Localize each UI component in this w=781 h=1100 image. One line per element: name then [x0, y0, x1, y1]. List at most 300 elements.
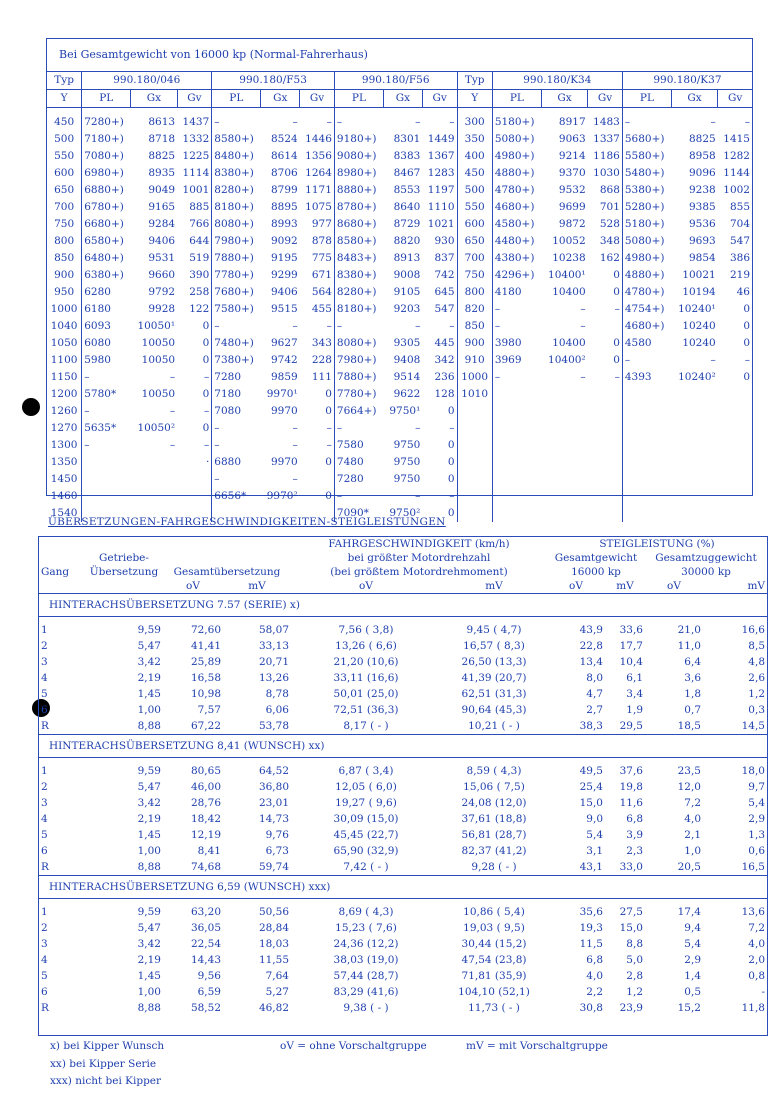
gear-value: 49,5	[579, 765, 603, 777]
weight-table-cell: 0	[325, 405, 332, 417]
weight-table-cell: 1283	[427, 167, 455, 179]
weight-table-row	[47, 437, 752, 454]
weight-table-cell: 9750	[393, 456, 421, 468]
weight-table-cell: 10052	[552, 235, 586, 247]
gear-value: 33,11 (16,6)	[333, 672, 399, 684]
gear-value: 59,74	[258, 861, 289, 873]
weight-table-cell	[541, 454, 587, 471]
footnote-ov: oV = ohne Vorschaltgruppe	[280, 1040, 427, 1052]
weight-table-cell	[671, 386, 717, 403]
weight-table-cell: 9406	[270, 286, 298, 298]
gear-label: 2	[41, 781, 48, 793]
weight-table-cell: 5635*	[82, 420, 131, 437]
weight-table-cell: 1282	[723, 150, 750, 162]
weight-table-cell: –	[614, 303, 620, 315]
gear-value: 72,60	[190, 624, 221, 636]
gear-value: 8,17 ( - )	[343, 720, 389, 732]
sub-header: Gx	[131, 90, 177, 108]
axle-ratio-title: HINTERACHSÜBERSETZUNG 6,59 (WUNSCH) xxx)	[39, 876, 767, 899]
gear-value: 28,84	[258, 922, 289, 934]
weight-table-cell: 1075	[305, 201, 332, 213]
weight-table-cell: –	[212, 471, 261, 488]
weight-table-cell: 10400¹	[548, 269, 586, 281]
gear-value: 19,8	[619, 781, 643, 793]
gear-value: 1,4	[684, 970, 701, 982]
gear-row	[39, 795, 767, 811]
gear-value: 50,56	[258, 906, 289, 918]
gear-value: 9,59	[137, 765, 161, 777]
weight-table-cell: 7980+)	[212, 233, 261, 250]
weight-table-cell: 1021	[427, 218, 455, 230]
mv-header: mV	[616, 580, 634, 592]
gear-value: 20,71	[258, 656, 289, 668]
gear-value: 13,4	[579, 656, 603, 668]
gear-label: 2	[41, 922, 48, 934]
weight-table-cell	[457, 505, 492, 522]
weight-table-row	[47, 454, 752, 471]
gear-value: 11,55	[258, 954, 289, 966]
speed-header: FAHRGESCHWINDIGKEIT (km/h)	[328, 538, 510, 550]
gear-value: 13,26 ( 6,6)	[335, 640, 397, 652]
weight-table-cell: 5580+)	[622, 148, 671, 165]
y-label: Y	[47, 90, 82, 108]
weight-table-cell: –	[580, 320, 586, 332]
gear-row	[39, 670, 767, 686]
gear-value: 50,01 (25,0)	[333, 688, 399, 700]
gear-value: 6,8	[626, 813, 643, 825]
weight-table-row	[47, 199, 752, 216]
weight-table-cell: 8080+)	[334, 335, 383, 352]
gear-value: 90,64 (45,3)	[461, 704, 527, 716]
gear-value: 4,0	[586, 970, 603, 982]
weight-table-cell: 9536	[688, 218, 716, 230]
gear-value: 82,37 (41,2)	[461, 845, 527, 857]
gear-value: 45,45 (22,7)	[333, 829, 399, 841]
gear-value: 0,7	[684, 704, 701, 716]
gear-label: 5	[41, 970, 48, 982]
section-title: ÜBERSETZUNGEN-FAHRGESCHWINDIGKEITEN-STEIGLEISTUNGEN	[48, 516, 446, 528]
gear-value: 16,6	[741, 624, 765, 636]
gear-row	[39, 920, 767, 936]
gear-value: 64,52	[258, 765, 289, 777]
weight-table-cell: 9660	[148, 269, 176, 281]
weight-table-cell: 8820	[393, 235, 421, 247]
gear-row	[39, 904, 767, 920]
gear-value: 10,98	[190, 688, 221, 700]
gear-value: 24,36 (12,2)	[333, 938, 399, 950]
weight-table-cell: 8553	[393, 184, 421, 196]
gear-label: 1	[41, 624, 48, 636]
weight-table-cell: 6880	[212, 454, 261, 471]
weight-table-cell: 800	[457, 284, 492, 301]
gear-row	[39, 686, 767, 702]
weight-table-cell: 850	[457, 318, 492, 335]
weight-table-cell: 4180	[492, 284, 541, 301]
gear-value: 16,57 ( 8,3)	[463, 640, 525, 652]
gear-value: 1,8	[684, 688, 701, 700]
weight-table-cell: 6080	[82, 335, 131, 352]
weight-table-cell	[671, 403, 717, 420]
weight-table-cell: 701	[599, 201, 620, 213]
gear-value: 5,47	[137, 640, 161, 652]
weight-table-cell: 9092	[270, 235, 298, 247]
mv-header: mV	[248, 580, 266, 592]
weight-table-cell	[718, 505, 752, 522]
gear-value: 17,7	[619, 640, 643, 652]
weight-table-cell: 9049	[148, 184, 176, 196]
weight-table-cell: –	[326, 422, 332, 434]
weight-table-row	[47, 471, 752, 488]
weight-table-cell	[718, 471, 752, 488]
gear-label: 5	[41, 829, 48, 841]
gear-label: 3	[41, 938, 48, 950]
weight-table-cell: 10240	[682, 320, 716, 332]
weight-table-cell: 775	[311, 252, 332, 264]
gear-value: 2,3	[626, 845, 643, 857]
gear-value: 72,51 (36,3)	[333, 704, 399, 716]
sub-header: Gv	[300, 90, 335, 108]
gear-value: 25,89	[190, 656, 221, 668]
gear-table	[38, 536, 768, 1036]
weight-table-cell: 5080+)	[622, 233, 671, 250]
mv-header: mV	[747, 580, 765, 592]
weight-table-cell: 450	[457, 165, 492, 182]
gear-row	[39, 779, 767, 795]
weight-table-cell: 450	[54, 116, 75, 128]
weight-table-cell: 9750	[393, 439, 421, 451]
weight-table-cell: 6280	[82, 284, 131, 301]
gear-value: 23,9	[619, 1002, 643, 1014]
gear-value: 11,0	[677, 640, 701, 652]
gear-value: 1,0	[684, 845, 701, 857]
sub-header: PL	[622, 90, 671, 108]
weight-table-cell: 8301	[393, 133, 421, 145]
gear-value: 2,0	[748, 954, 765, 966]
weight-table-cell: 1350	[50, 456, 78, 468]
gear-value: 5,4	[748, 797, 765, 809]
weight-table-cell: 820	[457, 301, 492, 318]
weight-table-cell: 850	[54, 252, 75, 264]
ov-header: oV	[569, 580, 583, 592]
weight-table-cell: 766	[189, 218, 210, 230]
weight-table-cell: 9531	[148, 252, 176, 264]
weight-table-cell	[541, 471, 587, 488]
weight-table-cell	[588, 488, 623, 505]
weight-table-cell: –	[492, 318, 541, 335]
gear-value: 28,76	[190, 797, 221, 809]
weight-table-cell: 4380+)	[492, 250, 541, 267]
weight-table-cell	[588, 505, 623, 522]
weight-table-cell	[622, 386, 671, 403]
weight-table-cell	[588, 420, 623, 437]
weight-table-row	[47, 420, 752, 437]
weight-table-cell: 348	[599, 235, 620, 247]
weight-table-cell: –	[292, 320, 298, 332]
weight-table-cell: 7280	[334, 471, 383, 488]
gearbox-header: Übersetzung	[89, 566, 159, 578]
gear-value: 3,42	[137, 938, 161, 950]
weight-table-cell: –	[169, 439, 176, 451]
weight-table-cell: 9063	[558, 133, 586, 145]
weight-table-cell: 400	[457, 148, 492, 165]
gear-value: 7,57	[197, 704, 221, 716]
gear-value: 25,4	[579, 781, 603, 793]
weight-table-cell: –	[449, 320, 455, 332]
gear-value: 5,47	[137, 781, 161, 793]
gear-value: 5,47	[137, 922, 161, 934]
gear-value: 5,27	[265, 986, 289, 998]
sub-header: PL	[334, 90, 383, 108]
gear-value: 56,81 (28,7)	[461, 829, 527, 841]
weight-table-cell: 9406	[148, 235, 176, 247]
weight-table-cell	[718, 386, 752, 403]
weight-table-cell: 9792	[148, 286, 176, 298]
gear-value: 8,88	[137, 1002, 161, 1014]
weight-table-cell: 7090*	[334, 505, 383, 522]
weight-table-cell: 7780+)	[212, 267, 261, 284]
gearbox-header: Getriebe-	[99, 552, 149, 564]
weight-table-cell: 1225	[182, 150, 210, 162]
weight-table-cell: 8580+)	[334, 233, 383, 250]
weight-table-cell: 1040	[50, 320, 78, 332]
ov-header: oV	[359, 580, 373, 592]
weight-table-cell: –	[580, 303, 586, 315]
weight-table-cell: 7680+)	[212, 284, 261, 301]
gear-value: 22,8	[579, 640, 603, 652]
gear-value: 2,7	[586, 704, 603, 716]
weight-table-cell: 7280+)	[82, 114, 131, 131]
weight-table-cell: 0	[743, 371, 750, 383]
gear-value: 71,81 (35,9)	[461, 970, 527, 982]
weight-table-cell: 9305	[393, 337, 421, 349]
gear-value: 0,6	[748, 845, 765, 857]
sub-header: Gx	[671, 90, 717, 108]
weight-table-cell: 0	[202, 388, 210, 400]
weight-table-cell	[718, 488, 752, 505]
gear-value: 30,44 (15,2)	[461, 938, 527, 950]
gear-value: 6,59	[197, 986, 221, 998]
gear-value: 6,4	[684, 656, 701, 668]
weight-table-cell: 9742	[270, 354, 298, 366]
weight-table-cell: 4480+)	[492, 233, 541, 250]
weight-table-cell	[671, 471, 717, 488]
weight-table-cell: –	[415, 422, 421, 434]
gear-value: 6,8	[586, 954, 603, 966]
weight-table-cell: 0	[447, 507, 455, 519]
weight-table-cell	[622, 488, 671, 505]
weight-table-cell: 500	[457, 182, 492, 199]
climb-weight-value: 16000 kp	[571, 566, 621, 578]
weight-table-cell: 742	[434, 269, 455, 281]
gear-value: 0,8	[748, 970, 765, 982]
gear-value: 12,19	[190, 829, 221, 841]
weight-table-cell: 9299	[270, 269, 298, 281]
gear-value: 15,2	[677, 1002, 701, 1014]
weight-table-cell: 8380+)	[212, 165, 261, 182]
weight-table-cell: 9622	[393, 388, 421, 400]
weight-table-cell: 1483	[593, 116, 620, 128]
gear-value: 15,0	[579, 797, 603, 809]
weight-table-cell: 0	[202, 354, 210, 366]
weight-table-cell: –	[492, 369, 541, 386]
gear-label: R	[41, 1002, 49, 1014]
gear-value: 23,5	[677, 765, 701, 777]
weight-table-cell	[457, 403, 492, 420]
weight-table-cell	[82, 471, 131, 488]
weight-table-cell	[492, 471, 541, 488]
weight-table-cell: 0	[613, 269, 620, 281]
weight-table-cell: 10240²	[678, 371, 716, 383]
group-header: 990.180/F56	[334, 72, 457, 90]
gear-value: 20,5	[677, 861, 701, 873]
gear-label: R	[41, 720, 49, 732]
gear-value: 7,2	[684, 797, 701, 809]
weight-table-cell: 8640	[393, 201, 421, 213]
gear-value: 38,03 (19,0)	[333, 954, 399, 966]
gear-value: 23,01	[258, 797, 289, 809]
weight-table-cell: 4393	[622, 369, 671, 386]
weight-table-cell: 1332	[182, 133, 210, 145]
weight-table-cell: 930	[434, 235, 455, 247]
weight-table-cell: –	[82, 403, 131, 420]
weight-table-cell: –	[334, 420, 383, 437]
weight-table-cell: 528	[599, 218, 620, 230]
gear-row	[39, 968, 767, 984]
gear-value: 27,5	[619, 906, 643, 918]
weight-table-cell: 550	[54, 150, 75, 162]
weight-table-cell: 0	[202, 422, 210, 434]
gear-value: 29,5	[619, 720, 643, 732]
gear-value: 16,5	[741, 861, 765, 873]
weight-table-cell: 8080+)	[212, 216, 261, 233]
gear-value: 6,87 ( 3,4)	[338, 765, 394, 777]
gear-value: 8,69 ( 4,3)	[338, 906, 394, 918]
weight-table-cell	[492, 420, 541, 437]
weight-table-cell: 8958	[688, 150, 716, 162]
weight-table-cell: 0	[743, 320, 750, 332]
weight-table-row	[47, 352, 752, 369]
weight-table-row	[47, 318, 752, 335]
weight-table-cell: 228	[311, 354, 332, 366]
gear-row	[39, 843, 767, 859]
gear-value: 2,6	[748, 672, 765, 684]
weight-table-cell: 9180+)	[334, 131, 383, 148]
weight-table-cell	[718, 420, 752, 437]
weight-table-cell: 4754+)	[622, 301, 671, 318]
gear-row	[39, 1000, 767, 1016]
weight-table-cell: 8483+)	[334, 250, 383, 267]
gear-value: 1,45	[137, 970, 161, 982]
gear-value: -	[761, 986, 765, 998]
gear-label: 3	[41, 797, 48, 809]
gear-value: 2,9	[684, 954, 701, 966]
gear-row	[39, 859, 767, 876]
weight-table-cell: 1100	[50, 354, 78, 366]
weight-table-cell: 8980+)	[334, 165, 383, 182]
gear-value: 6,06	[265, 704, 289, 716]
weight-table-cell: 9928	[148, 303, 176, 315]
weight-table-cell: –	[334, 114, 383, 131]
weight-table-cell: 5780*	[82, 386, 131, 403]
weight-table-cell: 6656*	[212, 488, 261, 505]
weight-table-cell: 0	[447, 439, 455, 451]
weight-table-cell: 9970	[270, 456, 298, 468]
gear-value: 41,39 (20,7)	[461, 672, 527, 684]
weight-table-cell	[492, 403, 541, 420]
weight-table-cell: 258	[189, 286, 210, 298]
gear-value: 1,2	[748, 688, 765, 700]
gear-value: 9,38 ( - )	[343, 1002, 389, 1014]
weight-table-cell: 1200	[50, 388, 78, 400]
weight-table-cell: 600	[457, 216, 492, 233]
gear-value: 6,73	[265, 845, 289, 857]
weight-table-cell: 6580+)	[82, 233, 131, 250]
weight-table-cell: 10021	[682, 269, 716, 281]
footnote-xxx: xxx) nicht bei Kipper	[50, 1075, 162, 1087]
weight-table-cell: 500	[54, 133, 75, 145]
weight-table-cell: 1150	[50, 371, 78, 383]
weight-table-cell	[671, 488, 717, 505]
weight-table-row	[47, 284, 752, 301]
sub-header: Gx	[383, 90, 422, 108]
gear-value: 22,54	[190, 938, 221, 950]
weight-table-cell: 4780+)	[492, 182, 541, 199]
weight-table-cell: –	[212, 318, 261, 335]
weight-table-cell: 0	[447, 405, 455, 417]
weight-table-cell: 4296+)	[492, 267, 541, 284]
weight-table-cell: 8780+)	[334, 199, 383, 216]
weight-table-cell: –	[710, 116, 716, 128]
weight-table-cell	[671, 454, 717, 471]
weight-table-row	[47, 131, 752, 148]
gear-value: 3,9	[626, 829, 643, 841]
weight-table-cell: 8706	[270, 167, 298, 179]
gear-value: 2,19	[137, 813, 161, 825]
weight-table-cell: 10194	[682, 286, 716, 298]
weight-table-cell: 837	[434, 252, 455, 264]
weight-table-cell: 9859	[270, 371, 298, 383]
weight-table-cell: 8524	[270, 133, 298, 145]
weight-table-row	[47, 369, 752, 386]
weight-table-cell	[622, 505, 671, 522]
weight-table-cell	[588, 437, 623, 454]
weight-table-cell: –	[580, 371, 586, 383]
gear-value: 0,5	[684, 986, 701, 998]
climb-weight-header: Gesamtgewicht	[554, 552, 638, 564]
gear-value: 14,43	[190, 954, 221, 966]
weight-table-cell: 7180	[212, 386, 261, 403]
gear-value: 30,8	[579, 1002, 603, 1014]
sub-header: Gx	[541, 90, 587, 108]
weight-table-cell: 650	[54, 184, 75, 196]
gear-value: 15,0	[619, 922, 643, 934]
weight-table-cell: –	[326, 320, 332, 332]
weight-table-cell: 6780+)	[82, 199, 131, 216]
gear-value: 14,73	[258, 813, 289, 825]
gear-value: 9,76	[265, 829, 289, 841]
weight-table-cell: –	[292, 422, 298, 434]
ov-header: oV	[186, 580, 200, 592]
gear-value: 12,05 ( 6,0)	[335, 781, 397, 793]
weight-table-cell: 650	[457, 233, 492, 250]
gear-value: 24,08 (12,0)	[461, 797, 527, 809]
gear-value: 7,2	[748, 922, 765, 934]
weight-table-cell: 8825	[148, 150, 176, 162]
gear-value: 1,9	[626, 704, 643, 716]
weight-table-cell: 0	[613, 337, 620, 349]
weight-table-cell: 9165	[148, 201, 176, 213]
weight-table-cell: 7380+)	[212, 352, 261, 369]
